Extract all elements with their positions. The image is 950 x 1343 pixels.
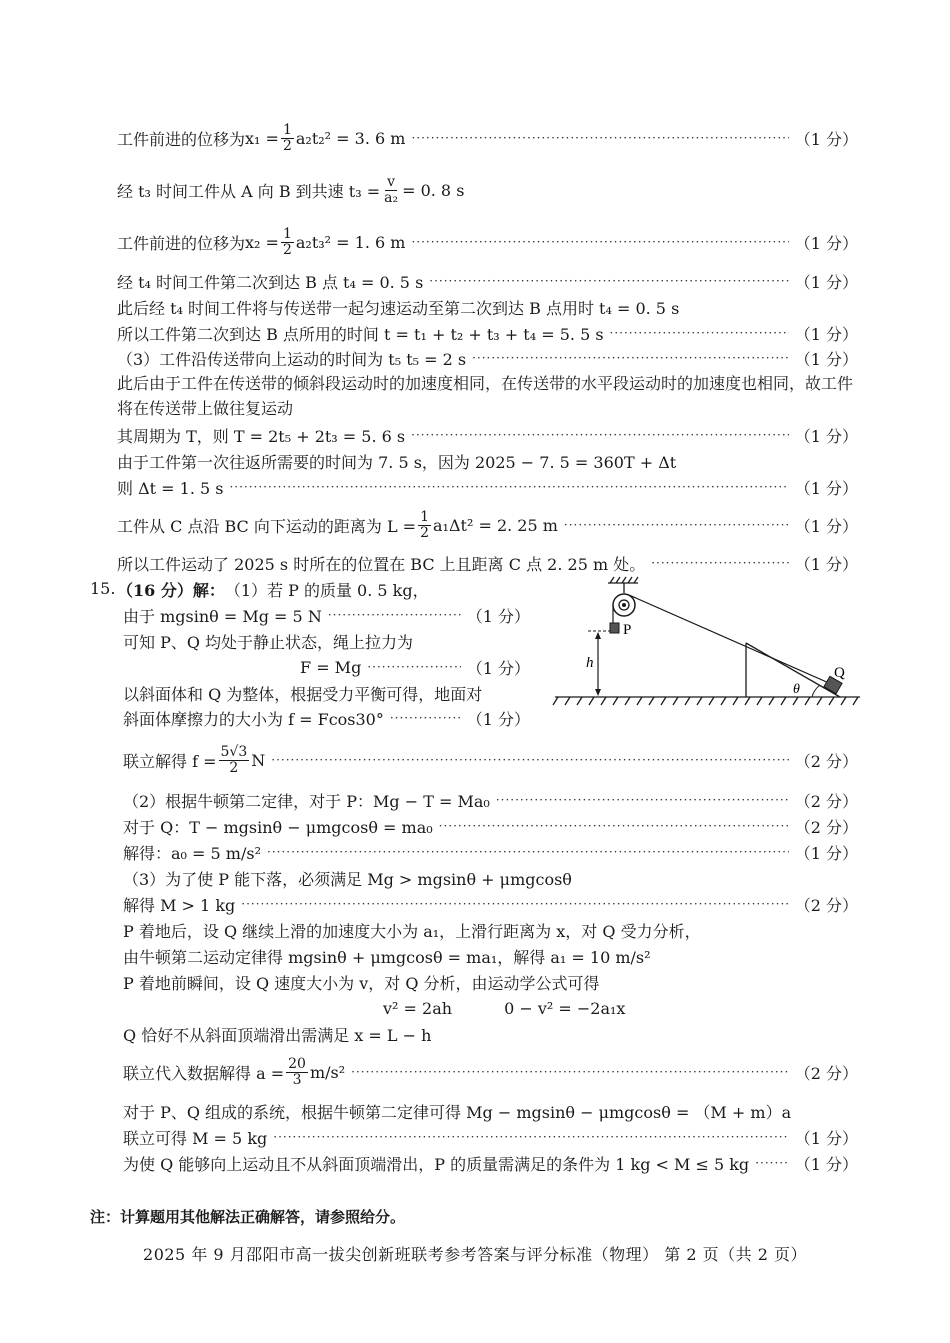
answer-line: 所以工件运动了 2025 s 时所在的位置在 BC 上且距离 C 点 2. 25 m 处。 ····· （1 分） — [117, 551, 858, 575]
score-points: （1 分） — [794, 843, 858, 863]
angle-arc — [812, 685, 820, 697]
answer-line: 由于 mgsinθ = Mg = 5 N ····· （1 分） — [123, 603, 530, 627]
leader-dots — [755, 1156, 789, 1170]
score-points: （1 分） — [794, 426, 858, 446]
score-points: （1 分） — [466, 606, 530, 626]
label-theta: θ — [793, 682, 800, 697]
answer-line: v² = 2ah 0 − v² = −2a₁x — [383, 998, 626, 1018]
fraction: $\frac{1}{2}$ — [282, 225, 292, 258]
score-points: （1 分） — [794, 272, 858, 292]
score-points: （2 分） — [794, 1063, 858, 1083]
answer-line: 由牛顿第二运动定律得 mgsinθ + μmgcosθ = ma₁，解得 a₁ = 10 m/s² — [123, 947, 651, 967]
answer-line: 为使 Q 能够向上运动且不从斜面顶端滑出，P 的质量需满足的条件为 1 kg < M ≤ 5 kg ····· （1 分） — [123, 1151, 858, 1175]
score-points: （2 分） — [794, 751, 858, 771]
score-points: （1 分） — [794, 129, 858, 149]
score-points: （1 分） — [794, 324, 858, 344]
fraction: $\frac{v}{\text{a₂}}$ — [384, 173, 399, 206]
leader-dots — [610, 326, 789, 340]
leader-dots — [564, 518, 789, 532]
leader-dots — [367, 660, 460, 674]
leader-dots — [411, 131, 788, 145]
answer-line: 联立解得 f = $\frac{5√3}{2}$ N ····· （2 分） — [123, 748, 858, 772]
score-points: （1 分） — [794, 478, 858, 498]
answer-line: P 着地前瞬间，设 Q 速度大小为 v，对 Q 分析，由运动学公式可得 — [123, 973, 600, 993]
leader-dots — [651, 556, 789, 570]
leader-dots — [267, 845, 789, 859]
paragraph: 此后由于工件在传送带的倾斜段运动时的加速度相同，在传送带的水平段运动时的加速度也相同，故工件将在传送带上做往复运动 — [117, 374, 854, 418]
block-p — [610, 623, 619, 633]
leader-dots — [351, 1065, 789, 1079]
leader-dots — [439, 819, 789, 833]
ceiling-hatch — [608, 577, 638, 593]
leader-dots — [472, 351, 789, 365]
fraction: $\frac{20}{3}$ — [288, 1055, 306, 1088]
answer-line: 工件从 C 点沿 BC 向下运动的距离为 L = $\frac{1}{2}$ a₁Δt² = 2. 25 m ····· （1 分） — [117, 513, 858, 537]
score-points: （1 分） — [794, 516, 858, 536]
leader-dots — [496, 793, 789, 807]
leader-dots — [328, 608, 461, 622]
answer-line: 此后经 t₄ 时间工件将与传送带一起匀速运动至第二次到达 B 点用时 t₄ = 0. 5 s — [117, 298, 680, 318]
score-points: （1 分） — [794, 1128, 858, 1148]
score-points: （2 分） — [794, 817, 858, 837]
leader-dots — [273, 1130, 788, 1144]
answer-line: 由于工件第一次往返所需要的时间为 7. 5 s，因为 2025 − 7. 5 = 360T + Δt — [117, 452, 677, 472]
answer-line: （16 分）解： （1）若 P 的质量 0. 5 kg， — [117, 580, 429, 600]
fraction: $\frac{1}{2}$ — [282, 121, 292, 154]
label-h: h — [586, 655, 594, 671]
h-arrow — [595, 632, 601, 696]
answer-line: 斜面体摩擦力的大小为 f = Fcos30° ····· （1 分） — [123, 706, 530, 730]
answer-line: 联立可得 M = 5 kg ····· （1 分） — [123, 1125, 858, 1149]
answer-line: Q 恰好不从斜面顶端滑出需满足 x = L − h — [123, 1025, 432, 1045]
answer-line: P 着地后，设 Q 继续上滑的加速度大小为 a₁，上滑行距离为 x，对 Q 受力分析， — [123, 921, 701, 941]
score-points: （1 分） — [466, 709, 530, 729]
score-points: （2 分） — [794, 895, 858, 915]
answer-line: （3）工件沿传送带向上运动的时间为 t₅ t₅ = 2 s ····· （1 分） — [117, 346, 858, 370]
leader-dots — [229, 480, 788, 494]
leader-dots — [390, 711, 461, 725]
leader-dots — [411, 235, 788, 249]
answer-line: 解得 M > 1 kg ····· （2 分） — [123, 892, 858, 916]
ground-hatch — [553, 697, 860, 705]
answer-line: 经 t₄ 时间工件第二次到达 B 点 t₄ = 0. 5 s ····· （1 分） — [117, 269, 858, 293]
leader-dots — [411, 428, 789, 442]
answer-line: 以斜面体和 Q 为整体，根据受力平衡可得，地面对 — [123, 684, 483, 704]
answer-line: 所以工件第二次到达 B 点所用的时间 t = t₁ + t₂ + t₃ + t₄ = 5. 5 s ····· （1 分） — [117, 321, 858, 345]
score-points: （1 分） — [794, 233, 858, 253]
answer-line: （2）根据牛顿第二定律，对于 P：Mg − T = Ma₀ ····· （2 分） — [123, 788, 858, 812]
score-points: （1 分） — [794, 349, 858, 369]
answer-line: 解得：a₀ = 5 m/s² ····· （1 分） — [123, 840, 858, 864]
leader-dots — [271, 753, 788, 767]
incline-pulley-diagram — [550, 575, 870, 710]
answer-line: （3）为了使 P 能下落，必须满足 Mg > mgsinθ + μmgcosθ — [123, 869, 572, 889]
fraction: $\frac{5√3}{2}$ — [220, 743, 248, 776]
score-points: （1 分） — [794, 554, 858, 574]
label-q: Q — [834, 665, 845, 681]
score-points: （2 分） — [794, 791, 858, 811]
pulley — [613, 594, 635, 616]
label-p: P — [623, 622, 632, 638]
page-footer: 2025 年 9 月邵阳市高一拔尖创新班联考参考答案与评分标准（物理） 第 2 页（共 2 页） — [143, 1245, 807, 1264]
answer-line: 联立代入数据解得 a = $\frac{20}{3}$ m/s² ····· （2 分） — [123, 1060, 858, 1084]
answer-line: 经 t₃ 时间工件从 A 向 B 到共速 t₃ = $\frac{v}{\text{a₂}}$ = 0. 8 s — [117, 173, 465, 206]
answer-line: 工件前进的位移为 x₁ = $\frac{1}{2}$ a₂t₂² = 3. 6 m ····· （1 分） — [117, 126, 858, 150]
answer-line: 工件前进的位移为 x₂ = $\frac{1}{2}$ a₂t₃² = 1. 6 m ····· （1 分） — [117, 230, 858, 254]
grading-note: 注：计算题用其他解法正确解答，请参照给分。 — [90, 1208, 406, 1226]
question-number: 15. — [90, 579, 116, 598]
leader-dots — [241, 897, 788, 911]
answer-line: 对于 P、Q 组成的系统，根据牛顿第二定律可得 Mg − mgsinθ − μmgcosθ = （M + m）a — [123, 1102, 792, 1122]
fraction: $\frac{1}{2}$ — [420, 508, 430, 541]
answer-line: 可知 P、Q 均处于静止状态，绳上拉力为 — [123, 632, 414, 652]
answer-line: 对于 Q：T − mgsinθ − μmgcosθ = ma₀ ····· （2 分） — [123, 814, 858, 838]
leader-dots — [429, 274, 788, 288]
answer-line: 则 Δt = 1. 5 s ····· （1 分） — [117, 475, 858, 499]
score-points: （1 分） — [466, 658, 530, 678]
answer-line: 其周期为 T，则 T = 2t₅ + 2t₃ = 5. 6 s ····· （1 分） — [117, 423, 858, 447]
answer-line: F = Mg ····· （1 分） — [300, 655, 530, 679]
score-points: （1 分） — [794, 1154, 858, 1174]
rope-to-q — [629, 595, 838, 687]
